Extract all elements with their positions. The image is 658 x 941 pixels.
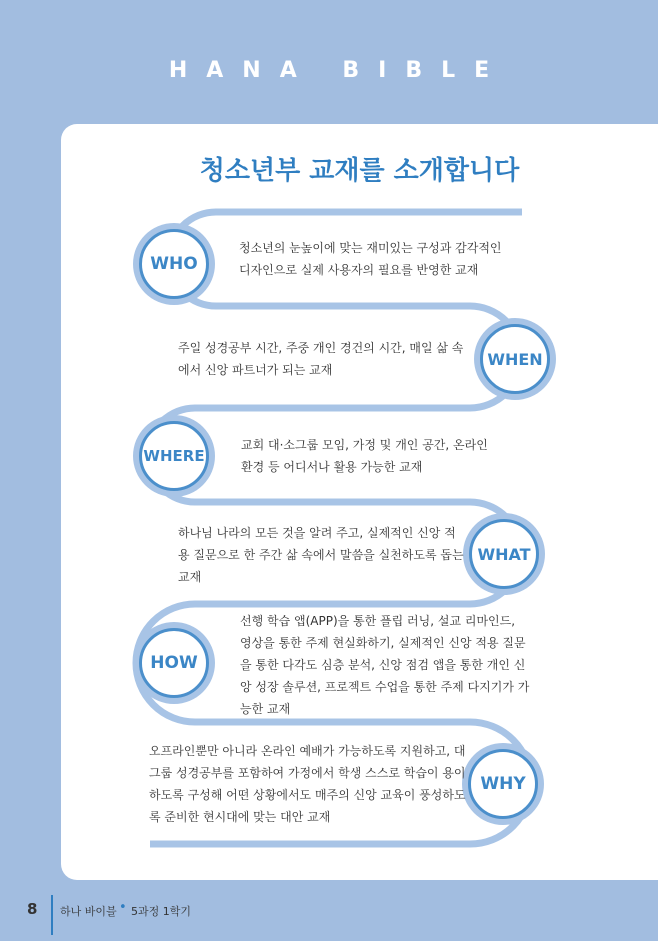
- who-circle: [139, 229, 209, 299]
- when-description: [178, 337, 463, 381]
- what-line: 교재: [178, 570, 202, 584]
- who-line: 디자인으로 실제 사용자의 필요를 반영한 교재: [239, 263, 479, 277]
- footer-course: 5과정 1학기: [131, 905, 191, 918]
- where-circle: [139, 421, 209, 491]
- when-line: 주일 성경공부 시간, 주중 개인 경건의 시간, 매일 삶 속: [178, 341, 464, 355]
- how-line: 선행 학습 앱(APP)을 통한 플립 러닝, 설교 리마인드,: [240, 614, 516, 628]
- when-label: WHEN: [487, 349, 543, 369]
- page-footer: [0, 895, 658, 925]
- how-line: 영상을 통한 주제 현실화하기, 실제적인 신앙 적용 질문: [240, 636, 526, 650]
- when-circle: [480, 324, 550, 394]
- why-description: [149, 740, 466, 828]
- footer-book-title: 하나 바이블: [60, 905, 117, 918]
- footer-divider: [51, 895, 53, 935]
- where-label: WHERE: [143, 447, 205, 465]
- why-line: 그룹 성경공부를 포함하여 가정에서 학생 스스로 학습이 용이: [149, 766, 466, 780]
- how-line: 을 통한 다각도 심층 분석, 신앙 점검 앱을 통한 개인 신: [240, 658, 526, 672]
- where-description: [241, 434, 488, 478]
- where-line: 환경 등 어디서나 활용 가능한 교재: [241, 460, 423, 474]
- why-line: 하도록 구성해 어떤 상황에서도 매주의 신앙 교육이 풍성하도: [149, 788, 466, 802]
- footer-bullet: •: [119, 900, 127, 915]
- why-line: 록 준비한 현시대에 맞는 대안 교재: [149, 810, 331, 824]
- how-line: 능한 교재: [240, 702, 291, 716]
- what-line: 용 질문으로 한 주간 삶 속에서 말씀을 실천하도록 돕는: [178, 548, 464, 562]
- why-circle: [468, 749, 538, 819]
- where-line: 교회 대·소그룹 모임, 가정 및 개인 공간, 온라인: [241, 438, 488, 452]
- what-circle: [469, 519, 539, 589]
- how-label: HOW: [150, 653, 198, 673]
- page-title: 청소년부 교재를 소개합니다: [199, 156, 520, 186]
- why-line: 오프라인뿐만 아니라 온라인 예배가 가능하도록 지원하고, 대: [149, 744, 466, 758]
- what-line: 하나님 나라의 모든 것을 알려 주고, 실제적인 신앙 적: [178, 526, 456, 540]
- who-line: 청소년의 눈높이에 맞는 재미있는 구성과 감각적인: [239, 241, 502, 255]
- who-description: [239, 237, 502, 281]
- why-label: WHY: [480, 774, 526, 794]
- how-description: [240, 610, 529, 720]
- what-label: WHAT: [477, 544, 531, 564]
- who-label: WHO: [150, 254, 198, 274]
- page-number: 8: [27, 900, 38, 918]
- when-line: 에서 신앙 파트너가 되는 교재: [178, 363, 333, 377]
- what-description: [178, 522, 464, 588]
- header-title: HANA BIBLE: [168, 58, 509, 83]
- how-circle: [139, 628, 209, 698]
- how-line: 앙 성장 솔루션, 프로젝트 수업을 통한 주제 다지기가 가: [240, 680, 530, 694]
